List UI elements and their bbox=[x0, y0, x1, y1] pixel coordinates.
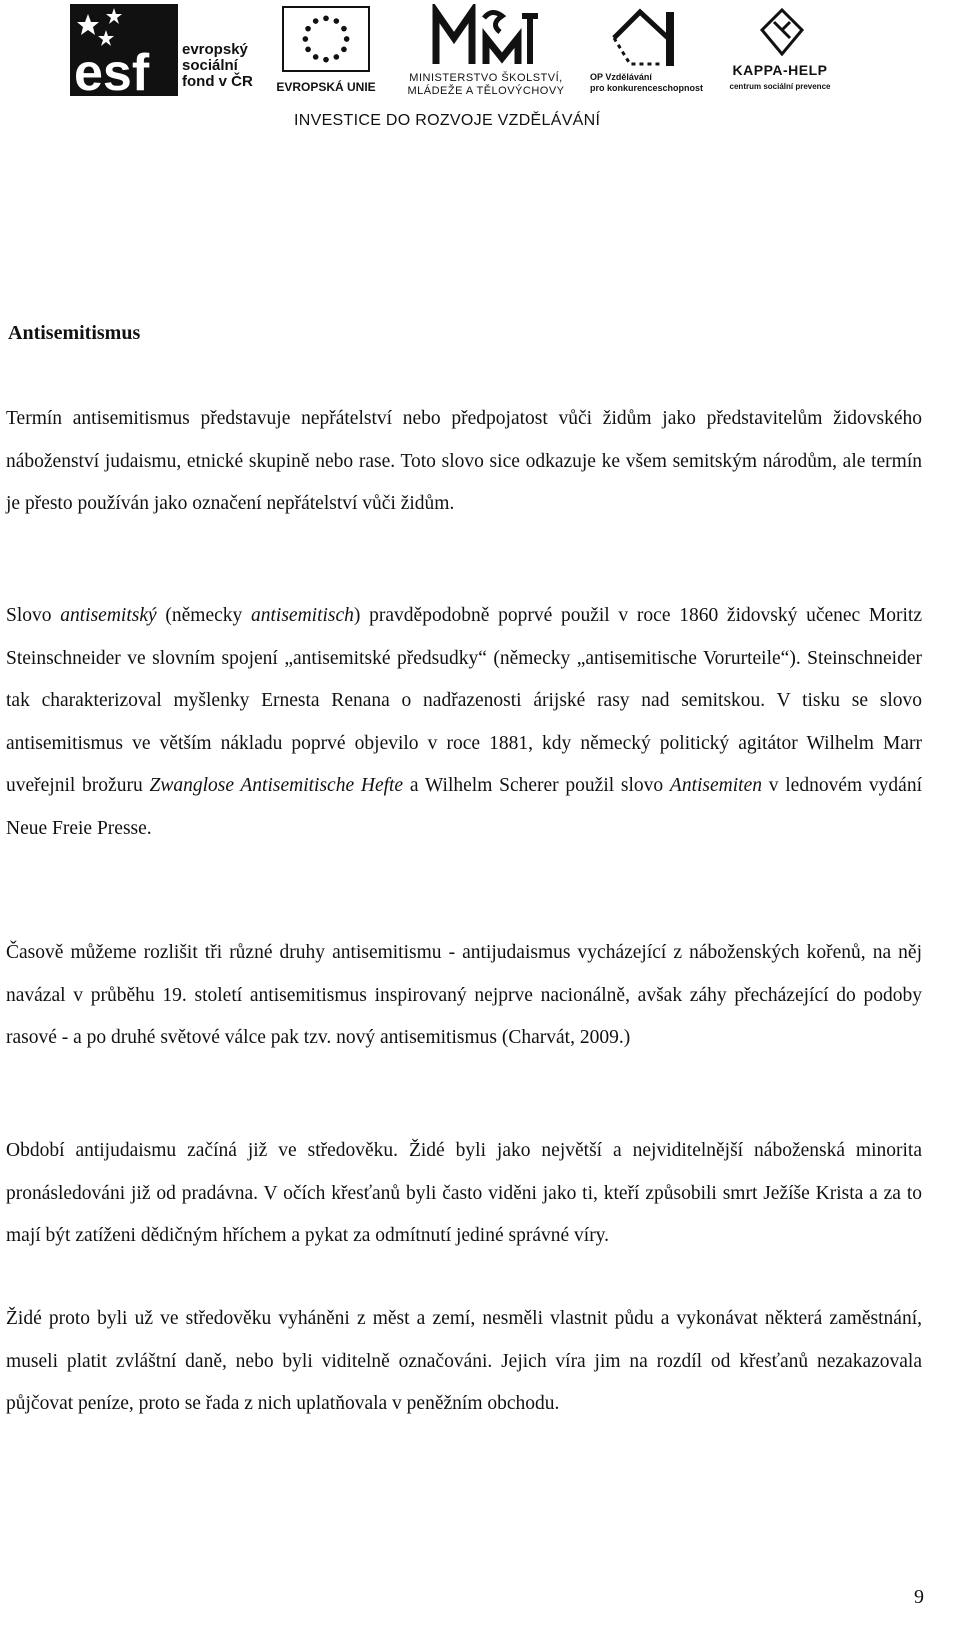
italic-term: Antisemiten bbox=[669, 775, 762, 796]
esf-line-3: fond v ČR bbox=[182, 73, 253, 90]
document-title: Antisemitismus bbox=[8, 322, 141, 344]
esf-logo bbox=[70, 4, 265, 96]
paragraph-1 bbox=[6, 398, 922, 526]
kappa-help-mark-icon bbox=[760, 8, 804, 56]
text-run: a Wilhelm Scherer použil slovo bbox=[403, 775, 670, 796]
eu-star bbox=[334, 18, 340, 24]
esf-line-2: sociální bbox=[182, 57, 238, 74]
text-run: Časově můžeme rozlišit tři různé druhy antisemitismu - antijudaismus vycházející z náboženských kořenů, na něj navázal v průběhu 19. století antisemitismus inspirovaný nejprve nacionálně, avšak záhy přecházející do podoby rasové - a po druhé světové válce pak tzv. nový antisemitismus (Charvát, 2009.) bbox=[6, 942, 922, 1048]
eu-star bbox=[305, 47, 311, 53]
eu-logo bbox=[270, 6, 382, 96]
italic-term: Zwanglose Antisemitische Hefte bbox=[149, 775, 404, 796]
eu-caption: EVROPSKÁ UNIE bbox=[276, 80, 376, 94]
kappa-help-name: KAPPA-HELP bbox=[732, 62, 828, 78]
op-vk-line-1: OP Vzdělávání bbox=[590, 72, 652, 82]
msmt-line-1: MINISTERSTVO ŠKOLSTVÍ, bbox=[409, 72, 563, 84]
eu-star bbox=[305, 26, 311, 32]
text-run: (německy bbox=[156, 605, 251, 626]
esf-mark-icon bbox=[70, 4, 178, 96]
svg-text:esf: esf bbox=[74, 44, 150, 96]
text-run: Slovo bbox=[6, 605, 61, 626]
italic-term: antisemitisch bbox=[251, 605, 354, 626]
kappa-help-logo bbox=[710, 8, 850, 100]
eu-star bbox=[303, 36, 309, 42]
text-run: Židé proto byli už ve středověku vyháněni z měst a zemí, nesměli vlastnit půdu a vykonávat některá zaměstnání, museli platit zvláštní daně, nebo byli viditelně označováni. Jejich víra jim na rozdíl od křesťanů nezakazovala půjčovat peníze, proto se řada z nich uplatňovala v peněžním obchodu. bbox=[6, 1308, 922, 1414]
paragraph-5 bbox=[6, 1298, 922, 1426]
msmt-mark-icon bbox=[430, 4, 540, 70]
page-number: 9 bbox=[914, 1586, 924, 1608]
paragraph-3 bbox=[6, 932, 922, 1060]
text-run: Období antijudaismu začíná již ve středověku. Židé byli jako největší a nejviditelnější náboženská minorita pronásledováni již od pradávna. V očích křesťanů byli často viděni jako ti, kteří způsobili smrt Ježíše Krista a za to mají být zatíženi dědičným hříchem a pykat za odmítnutí jediné správné víry. bbox=[6, 1140, 922, 1246]
eu-stars-icon bbox=[282, 6, 370, 72]
paragraph-2 bbox=[6, 595, 922, 850]
text-run: v lednovém vydání Neue Freie Presse. bbox=[6, 775, 922, 839]
msmt-line-2: MLÁDEŽE A TĚLOVÝCHOVY bbox=[407, 85, 565, 97]
eu-star bbox=[344, 36, 350, 42]
funding-logo-bar bbox=[70, 0, 890, 140]
esf-text bbox=[182, 42, 253, 90]
op-vk-logo bbox=[590, 8, 710, 100]
eu-star bbox=[334, 54, 340, 60]
eu-star bbox=[341, 26, 347, 32]
text-run: ) pravděpodobně poprvé použil v roce 1860 židovský učenec Moritz Steinschneider ve slovním spojení „antisemitské předsudky“ (německy „antisemitische Vorurteile“). Steinschneider tak charakterizoval myšlenky Ernesta Renana o nadřazenosti árijské rasy nad semitskou. V tisku se slovo antisemitismus ve větším nákladu poprvé objevilo v roce 1881, kdy německý politický agitátor Wilhelm Marr uveřejnil brožuru bbox=[6, 605, 922, 796]
op-vk-line-2: pro konkurenceschopnost bbox=[590, 83, 704, 93]
eu-star bbox=[313, 18, 319, 24]
eu-star bbox=[323, 16, 329, 22]
text-run: Termín antisemitismus představuje nepřátelství nebo předpojatost vůči židům jako představitelům židovského náboženství judaismu, etnické skupině nebo rase. Toto slovo sice odkazuje ke všem semitským národům, ale termín je přesto používán jako označení nepřátelství vůči židům. bbox=[6, 408, 922, 514]
paragraph-4 bbox=[6, 1130, 922, 1258]
op-vk-caption bbox=[590, 72, 715, 94]
esf-line-1: evropský bbox=[182, 41, 248, 58]
kappa-help-subtitle: centrum sociální prevence bbox=[729, 82, 831, 91]
program-tagline: INVESTICE DO ROZVOJE VZDĚLÁVÁNÍ bbox=[294, 112, 601, 129]
italic-term: antisemitský bbox=[60, 605, 157, 626]
msmt-caption bbox=[386, 72, 586, 98]
eu-star bbox=[313, 54, 319, 60]
msmt-logo bbox=[386, 4, 586, 104]
op-vk-mark-icon bbox=[610, 8, 680, 72]
eu-star bbox=[323, 57, 329, 63]
eu-star bbox=[341, 47, 347, 53]
